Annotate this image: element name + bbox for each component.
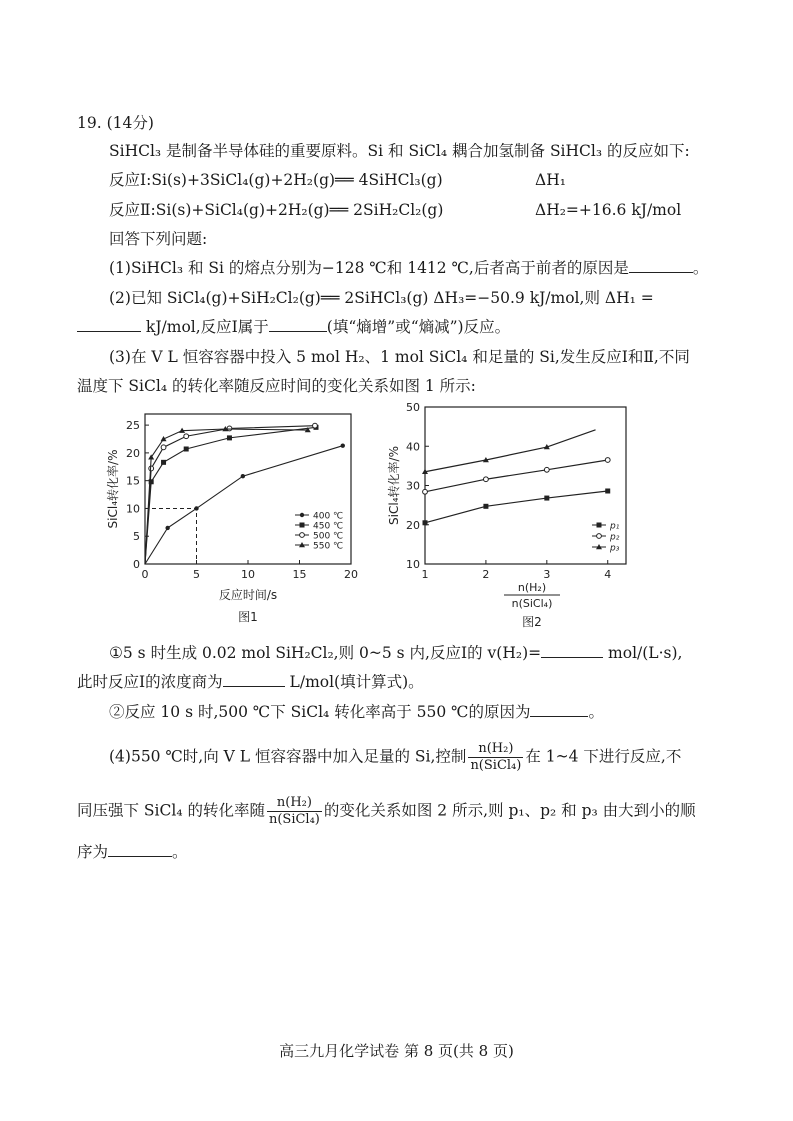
data-point bbox=[184, 447, 189, 452]
reaction-2: 反应Ⅱ:Si(s)+SiCl₄(g)+2H₂(g)══ 2SiH₂Cl₂(g) bbox=[109, 201, 444, 219]
question-3-1-line-a bbox=[109, 643, 682, 663]
answer-blank-2a[interactable] bbox=[77, 317, 141, 332]
page-footer: 高三九月化学试卷 第 8 页(共 8 页) bbox=[279, 1042, 514, 1060]
data-point bbox=[605, 458, 610, 463]
legend-label: p₂ bbox=[610, 532, 620, 543]
y-tick-label: 40 bbox=[406, 440, 420, 454]
question-3-line-b: 温度下 SiCl₄ 的转化率随反应时间的变化关系如图 1 所示: bbox=[77, 377, 476, 395]
data-point bbox=[194, 506, 198, 510]
data-point bbox=[161, 445, 166, 450]
legend-label: 550 ℃ bbox=[313, 541, 344, 552]
data-point bbox=[605, 488, 610, 493]
x-tick-label: 0 bbox=[141, 568, 149, 581]
answer-blank-3a[interactable] bbox=[541, 643, 603, 658]
figure-caption: 图1 bbox=[238, 610, 258, 624]
question-3-line-a: (3)在 V L 恒容容器中投入 5 mol H₂、1 mol SiCl₄ 和足量的 Si,发生反应Ⅰ和Ⅱ,不同 bbox=[109, 348, 690, 366]
data-point bbox=[165, 526, 169, 530]
y-tick-label: 20 bbox=[406, 518, 420, 532]
question-4-text-c-end: 。 bbox=[172, 843, 188, 861]
legend-marker bbox=[300, 513, 304, 517]
ratio-denominator: n(SiCl₄) bbox=[268, 812, 320, 827]
data-point bbox=[423, 520, 428, 525]
figure-1-chart bbox=[95, 400, 358, 635]
question-3-1-line-b bbox=[77, 672, 424, 692]
answer-blank-4[interactable] bbox=[108, 842, 172, 857]
annotation-dashed-line bbox=[145, 508, 197, 564]
series-line bbox=[145, 427, 316, 564]
question-2-text-b2: (填“熵增”或“熵减”)反应。 bbox=[326, 318, 511, 336]
y-tick-label: 0 bbox=[133, 558, 140, 571]
data-point bbox=[241, 474, 245, 478]
question-2-line-a: (2)已知 SiCl₄(g)+SiH₂Cl₂(g)══ 2SiHCl₃(g) ΔH₃=−50.9 kJ/mol,则 ΔH₁ = bbox=[109, 289, 654, 307]
series-line bbox=[145, 426, 315, 564]
question-4-text-c: 序为 bbox=[77, 843, 109, 861]
y-tick-label: 50 bbox=[406, 401, 420, 414]
data-point bbox=[161, 460, 166, 465]
y-tick-label: 25 bbox=[126, 419, 140, 433]
delta-h1: ΔH₁ bbox=[535, 171, 566, 189]
series-line bbox=[425, 430, 596, 472]
legend-label: p₁ bbox=[610, 521, 620, 532]
data-point bbox=[227, 426, 232, 431]
question-3-2-text: ②反应 10 s 时,500 ℃下 SiCl₄ 转化率高于 550 ℃的原因为 bbox=[109, 703, 531, 721]
legend-label: 450 ℃ bbox=[313, 521, 344, 532]
y-axis-label: SiCl₄转化率/% bbox=[106, 449, 120, 529]
legend-label: 500 ℃ bbox=[313, 531, 344, 542]
x-tick-label: 10 bbox=[241, 568, 255, 581]
series-line bbox=[425, 460, 608, 492]
question-4-text-b2: 的变化关系如图 2 所示,则 p₁、p₂ 和 p₃ 由大到小的顺 bbox=[323, 801, 696, 820]
y-tick-label: 15 bbox=[126, 474, 140, 488]
data-point bbox=[341, 443, 345, 447]
y-axis-label: SiCl₄转化率/% bbox=[387, 446, 401, 525]
figure-2-chart bbox=[370, 400, 630, 635]
y-tick-label: 5 bbox=[133, 530, 140, 544]
question-1 bbox=[109, 258, 708, 278]
ratio-numerator: n(H₂) bbox=[468, 741, 523, 758]
question-1-text: (1)SiHCl₃ 和 Si 的熔点分别为−128 ℃和 1412 ℃,后者高于前者的原因是 bbox=[109, 259, 629, 277]
x-tick-label: 3 bbox=[543, 568, 551, 581]
x-tick-label: 2 bbox=[482, 568, 490, 581]
x-tick-label: 1 bbox=[421, 568, 429, 581]
x-tick-label: 15 bbox=[292, 568, 307, 581]
question-4-text-b1: 同压强下 SiCl₄ 的转化率随 bbox=[77, 801, 265, 820]
question-4-text-a2: 在 1~4 下进行反应,不 bbox=[525, 747, 682, 766]
question-3-1-text-a: ①5 s 时生成 0.02 mol SiH₂Cl₂,则 0~5 s 内,反应Ⅰ的 v(H₂)= bbox=[109, 644, 542, 662]
data-point bbox=[313, 423, 318, 428]
x-axis-label: 反应时间/s bbox=[218, 588, 278, 602]
y-tick-label: 10 bbox=[126, 502, 140, 516]
x-tick-label: 20 bbox=[344, 568, 358, 581]
legend-marker bbox=[300, 523, 305, 528]
x-axis-label-numerator: n(H₂) bbox=[517, 581, 547, 594]
answer-prompt: 回答下列问题: bbox=[109, 230, 208, 248]
answer-blank-1[interactable] bbox=[629, 258, 693, 273]
answer-blank-2b[interactable] bbox=[269, 317, 327, 332]
question-4-line-a bbox=[109, 741, 681, 774]
reaction-1: 反应Ⅰ:Si(s)+3SiCl₄(g)+2H₂(g)══ 4SiHCl₃(g) bbox=[109, 171, 443, 189]
answer-blank-3c[interactable] bbox=[530, 702, 588, 717]
ratio-fraction-b bbox=[267, 795, 322, 828]
intro-text: SiHCl₃ 是制备半导体硅的重要原料。Si 和 SiCl₄ 耦合加氢制备 SiHCl₃ 的反应如下: bbox=[109, 142, 690, 160]
question-3-1-text-b-end: L/mol(填计算式)。 bbox=[284, 673, 424, 691]
data-point bbox=[484, 477, 489, 482]
ratio-fraction-a bbox=[468, 741, 523, 774]
legend-label: p₃ bbox=[610, 543, 620, 554]
series-line bbox=[425, 491, 608, 523]
data-point bbox=[423, 489, 428, 494]
question-4-line-b bbox=[77, 795, 696, 828]
data-point bbox=[544, 467, 549, 472]
legend-marker bbox=[300, 533, 305, 538]
answer-blank-3b[interactable] bbox=[223, 672, 285, 687]
series-line bbox=[145, 429, 308, 564]
delta-h2: ΔH₂=+16.6 kJ/mol bbox=[535, 201, 682, 219]
question-3-2-end: 。 bbox=[588, 703, 604, 721]
data-point bbox=[544, 496, 549, 501]
legend-label: 400 ℃ bbox=[313, 511, 344, 522]
data-point bbox=[483, 504, 488, 509]
data-point bbox=[227, 435, 232, 440]
legend-marker bbox=[597, 534, 602, 539]
question-4-line-c bbox=[77, 842, 188, 862]
question-4-text-a1: (4)550 ℃时,向 V L 恒容容器中加入足量的 Si,控制 bbox=[109, 747, 467, 766]
ratio-denominator: n(SiCl₄) bbox=[470, 758, 522, 773]
question-number: 19. (14分) bbox=[77, 114, 154, 132]
y-tick-label: 30 bbox=[406, 479, 420, 493]
question-3-1-text-b: 此时反应Ⅰ的浓度商为 bbox=[77, 673, 223, 691]
question-2-line-b bbox=[77, 317, 510, 337]
ratio-numerator: n(H₂) bbox=[267, 795, 322, 812]
y-tick-label: 20 bbox=[126, 446, 140, 460]
y-tick-label: 10 bbox=[406, 558, 420, 571]
figure-caption: 图2 bbox=[522, 615, 542, 629]
x-tick-label: 4 bbox=[604, 568, 612, 581]
x-tick-label: 5 bbox=[193, 568, 200, 581]
x-axis-label-denominator: n(SiCl₄) bbox=[511, 597, 553, 610]
question-1-end: 。 bbox=[692, 259, 709, 277]
question-3-2 bbox=[109, 702, 604, 722]
legend-marker bbox=[597, 523, 602, 528]
question-3-1-text-a-end: mol/(L·s), bbox=[603, 644, 683, 662]
question-2-text-b1: kJ/mol,反应Ⅰ属于 bbox=[141, 318, 269, 336]
data-point bbox=[184, 434, 189, 439]
